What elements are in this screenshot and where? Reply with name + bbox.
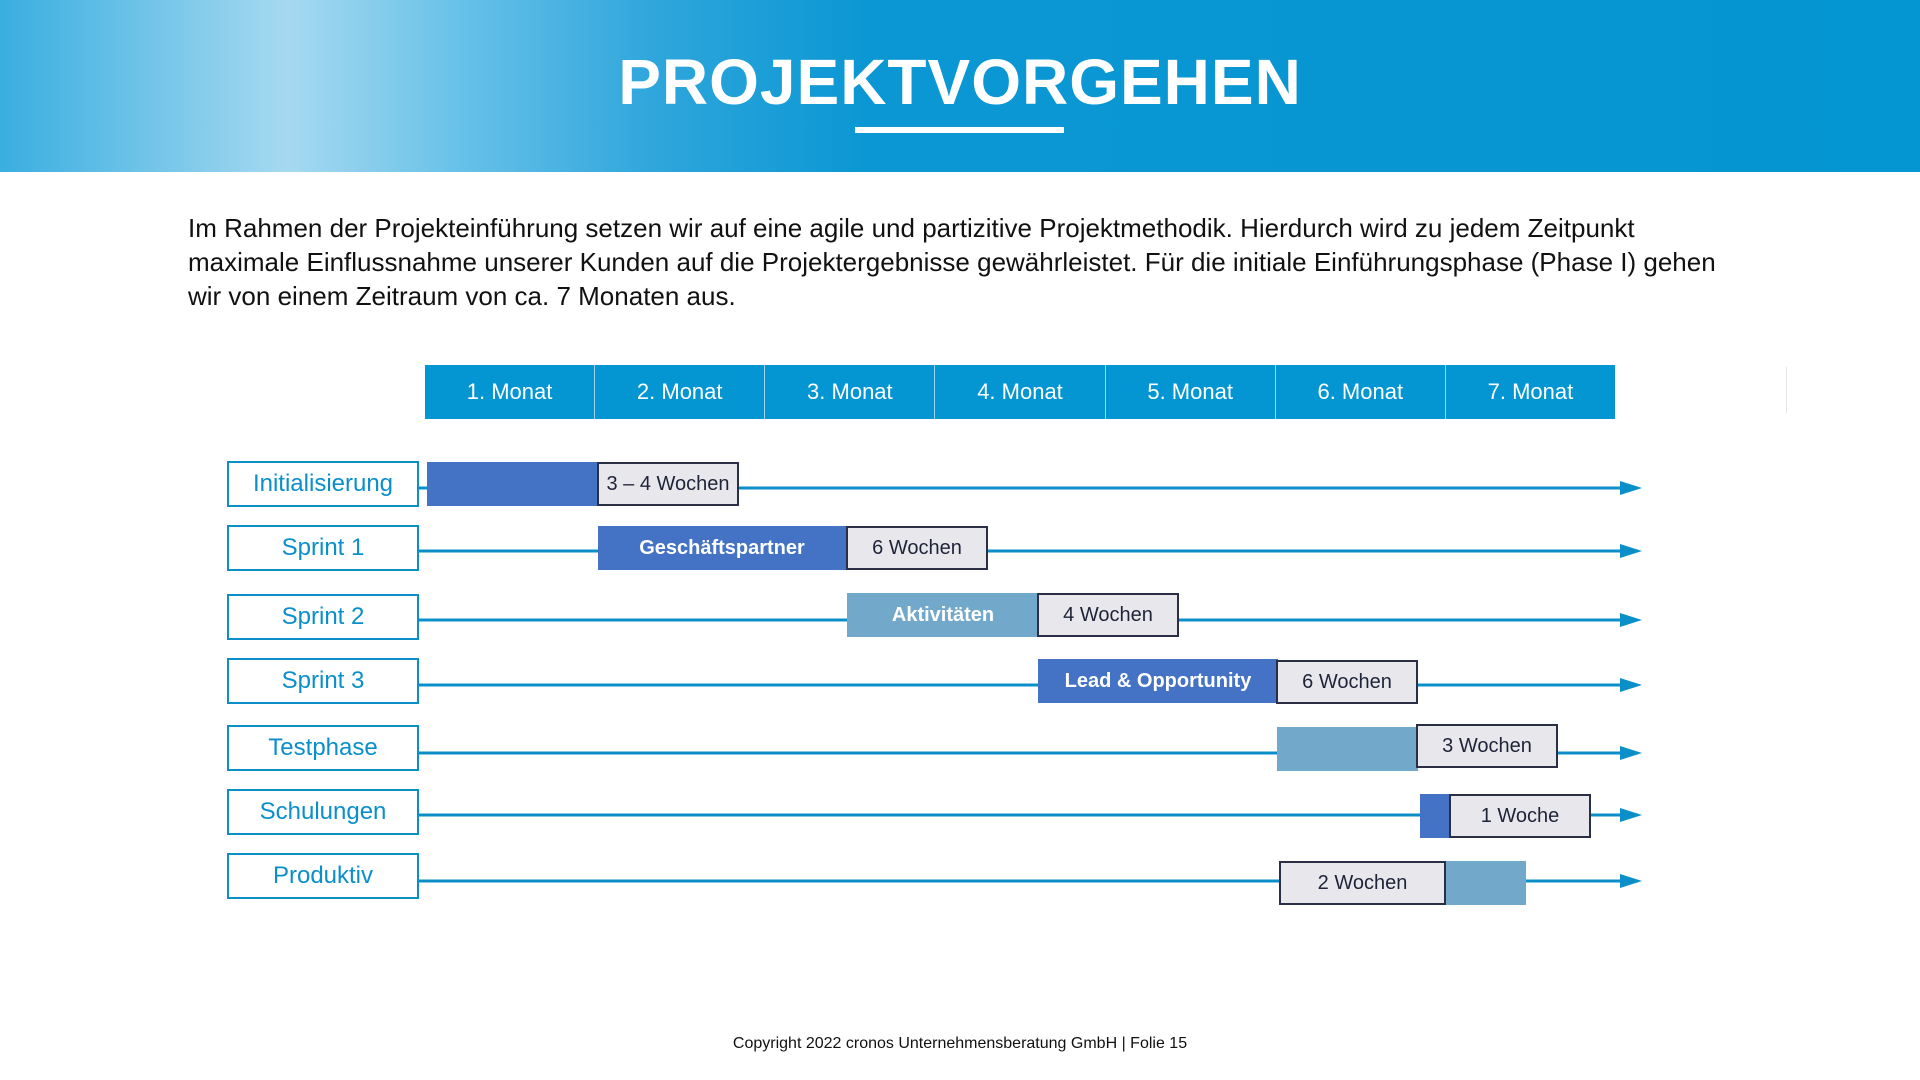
arrowhead-schulungen: [1620, 808, 1642, 822]
duration-schulungen: 1 Woche: [1449, 794, 1591, 838]
page-title: PROJEKTVORGEHEN: [618, 46, 1302, 118]
intro-text: Im Rahmen der Projekteinführung setzen wir auf eine agile und partizitive Projektmethodik. Hierdurch wird zu jedem Zeitpunkt maximale Einflussnahme unserer Kunden auf die Projektergebnisse gewährleistet. Für die initiale Einführungsphase (Phase I) gehen wir von einem Zeitraum von ca. 7 Monaten aus.: [188, 213, 1716, 311]
duration-sprint-1: 6 Wochen: [846, 526, 988, 570]
duration-testphase: 3 Wochen: [1416, 724, 1558, 768]
duration-produktiv: 2 Wochen: [1279, 861, 1446, 905]
bar-testphase: [1277, 727, 1418, 771]
row-label-sprint-1: Sprint 1: [227, 525, 419, 571]
row-label-sprint-3: Sprint 3: [227, 658, 419, 704]
bar-initialisierung: [427, 462, 597, 506]
duration-sprint-2: 4 Wochen: [1037, 593, 1179, 637]
row-label-sprint-2: Sprint 2: [227, 594, 419, 640]
arrowhead-testphase: [1620, 746, 1642, 760]
row-label-schulungen: Schulungen: [227, 789, 419, 835]
month-7: 7. Monat: [1487, 379, 1574, 404]
month-2: 2. Monat: [595, 365, 765, 419]
row-label-produktiv: Produktiv: [227, 853, 419, 899]
row-label-testphase: Testphase: [227, 725, 419, 771]
bar-sprint-3: Lead & Opportunity: [1038, 659, 1278, 703]
arrowhead-initialisierung: [1620, 481, 1642, 495]
month-1: 1. Monat: [425, 365, 595, 419]
month-3: 3. Monat: [765, 365, 935, 419]
bar-produktiv: [1444, 861, 1526, 905]
arrowhead-sprint-1: [1620, 544, 1642, 558]
arrowhead-sprint-3: [1620, 678, 1642, 692]
arrowhead-produktiv: [1620, 874, 1642, 888]
month-5: 5. Monat: [1106, 365, 1276, 419]
arrowhead-sprint-2: [1620, 613, 1642, 627]
bar-sprint-2: Aktivitäten: [847, 593, 1039, 637]
bar-schulungen: [1420, 794, 1452, 838]
row-label-initialisierung: Initialisierung: [227, 461, 419, 507]
footer-copyright: Copyright 2022 cronos Unternehmensberatung GmbH | Folie 15: [732, 1035, 1188, 1052]
bar-sprint-1: Geschäftspartner: [598, 526, 846, 570]
month-4: 4. Monat: [935, 365, 1105, 419]
duration-sprint-3: 6 Wochen: [1276, 660, 1418, 704]
month-6: 6. Monat: [1276, 365, 1446, 419]
duration-initialisierung: 3 – 4 Wochen: [597, 462, 739, 506]
